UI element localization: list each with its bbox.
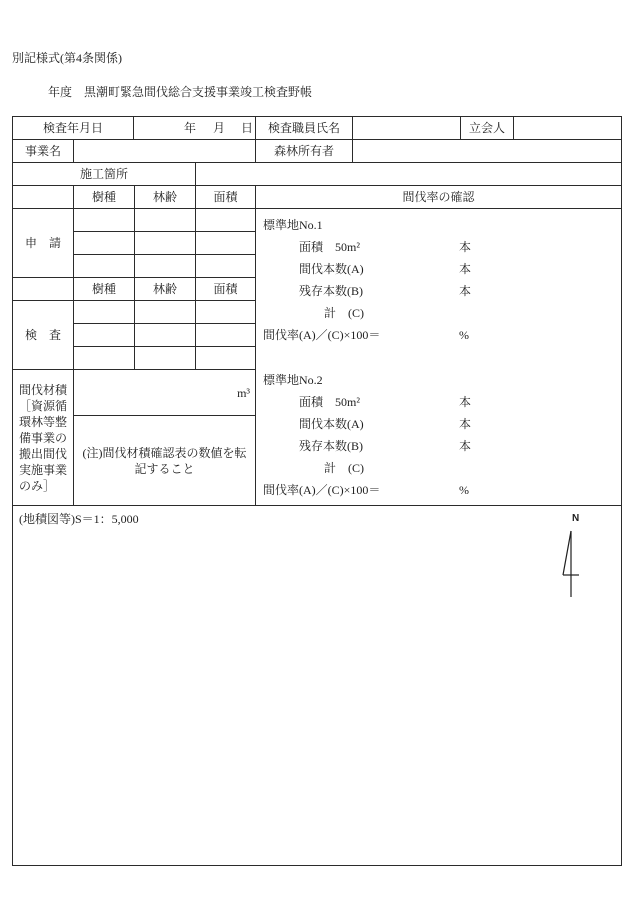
thinned-count-label: 間伐本数(A): [299, 417, 364, 431]
inspector-label: 検査職員氏名: [267, 121, 340, 135]
plot-area-label: 面積 50m²: [299, 240, 360, 254]
application-entry-cell: [134, 208, 196, 232]
blank-header-cell: [12, 277, 74, 301]
timber-volume-field: [73, 369, 256, 416]
witness-label-cell: [460, 116, 514, 140]
plot-area-label: 面積 50m²: [299, 395, 360, 409]
inspection-entry-cell: [134, 346, 196, 370]
tree-count-unit: 本: [459, 284, 472, 298]
timber-volume-label: 間伐材積［資源循環林等整備事業の搬出間伐実施事業のみ］: [19, 382, 68, 493]
inspection-date-label-cell: [12, 116, 134, 140]
application-entry-cell: [73, 208, 135, 232]
remaining-count-label: 残存本数(B): [299, 439, 363, 453]
total-count-label: 計 (C): [324, 306, 364, 320]
age-header: [134, 277, 196, 301]
sample-plot-2: [256, 369, 621, 501]
inspection-entry-cell: [195, 346, 256, 370]
age-header-label: 林齢: [152, 190, 177, 204]
thinned-count-label: 間伐本数(A): [299, 262, 364, 276]
application-entry-cell: [134, 254, 196, 278]
inspector-name-field: [352, 116, 461, 140]
inspection-entry-cell: [134, 323, 196, 347]
date-day-label: 日: [241, 121, 254, 135]
site-field: [195, 162, 622, 186]
timber-volume-label-cell: [12, 369, 74, 506]
project-name-field: [73, 139, 256, 163]
form-title: 年度 黒潮町緊急間伐総合支援事業竣工検査野帳: [48, 85, 313, 99]
species-header-label: 樹種: [91, 190, 116, 204]
application-label-cell: [12, 208, 74, 278]
map-area: [12, 505, 622, 866]
date-month-label: 月: [213, 121, 226, 135]
timber-volume-note: (注)間伐材積確認表の数値を転記すること: [82, 445, 247, 476]
tree-count-unit: 本: [459, 240, 472, 254]
site-label: 施工箇所: [79, 167, 128, 181]
application-entry-cell: [134, 231, 196, 255]
site-label-cell: [12, 162, 196, 186]
thinning-rate-label: 間伐率(A)／(C)×100＝: [263, 483, 381, 497]
forest-owner-label: 森林所有者: [273, 144, 334, 158]
application-entry-cell: [195, 208, 256, 232]
tree-count-unit: 本: [459, 439, 472, 453]
witness-name-field: [513, 116, 622, 140]
inspection-entry-cell: [195, 323, 256, 347]
form-reference: 別記様式(第4条関係): [12, 51, 122, 65]
plot-title: 標準地No.2: [263, 373, 323, 387]
percent-unit: %: [459, 483, 469, 497]
thinning-rate-label: 間伐率(A)／(C)×100＝: [263, 328, 381, 342]
area-header-label: 面積: [213, 190, 238, 204]
tree-count-unit: 本: [459, 262, 472, 276]
tree-count-unit: 本: [459, 417, 472, 431]
inspection-date-field: [133, 116, 256, 140]
thinning-check-panel: [255, 208, 622, 506]
map-caption: (地積図等)S＝1：5,000: [19, 512, 139, 526]
project-name-label-cell: [12, 139, 74, 163]
project-name-label: 事業名: [24, 144, 61, 158]
application-label: 申 請: [24, 236, 61, 250]
inspection-entry-cell: [73, 346, 135, 370]
thinning-check-header-label: 間伐率の確認: [402, 190, 475, 204]
age-header: [134, 185, 196, 209]
plot-title: 標準地No.1: [263, 218, 323, 232]
application-entry-cell: [73, 231, 135, 255]
area-header: [195, 277, 256, 301]
thinning-check-header: [255, 185, 622, 209]
remaining-count-label: 残存本数(B): [299, 284, 363, 298]
inspection-date-label: 検査年月日: [42, 121, 103, 135]
area-header-label: 面積: [213, 282, 238, 296]
application-entry-cell: [195, 254, 256, 278]
application-entry-cell: [195, 231, 256, 255]
age-header-label: 林齢: [152, 282, 177, 296]
species-header: [73, 277, 135, 301]
percent-unit: %: [459, 328, 469, 342]
inspection-entry-cell: [73, 300, 135, 324]
sample-plot-1: [256, 214, 621, 346]
total-count-label: 計 (C): [324, 461, 364, 475]
inspector-label-cell: [255, 116, 353, 140]
inspection-entry-cell: [73, 323, 135, 347]
inspection-entry-cell: [195, 300, 256, 324]
north-label: N: [572, 513, 580, 524]
north-arrow-icon: [556, 526, 586, 601]
timber-volume-unit: m³: [237, 385, 250, 400]
species-header: [73, 185, 135, 209]
area-header: [195, 185, 256, 209]
date-year-label: 年: [184, 121, 197, 135]
inspection-label-cell: [12, 300, 74, 370]
application-entry-cell: [73, 254, 135, 278]
tree-count-unit: 本: [459, 395, 472, 409]
timber-volume-note-cell: [73, 415, 256, 506]
forest-owner-field: [352, 139, 622, 163]
inspection-entry-cell: [134, 300, 196, 324]
species-header-label: 樹種: [91, 282, 116, 296]
blank-header-cell: [12, 185, 74, 209]
witness-label: 立会人: [468, 121, 505, 135]
forest-owner-label-cell: [255, 139, 353, 163]
inspection-label: 検 査: [24, 328, 61, 342]
